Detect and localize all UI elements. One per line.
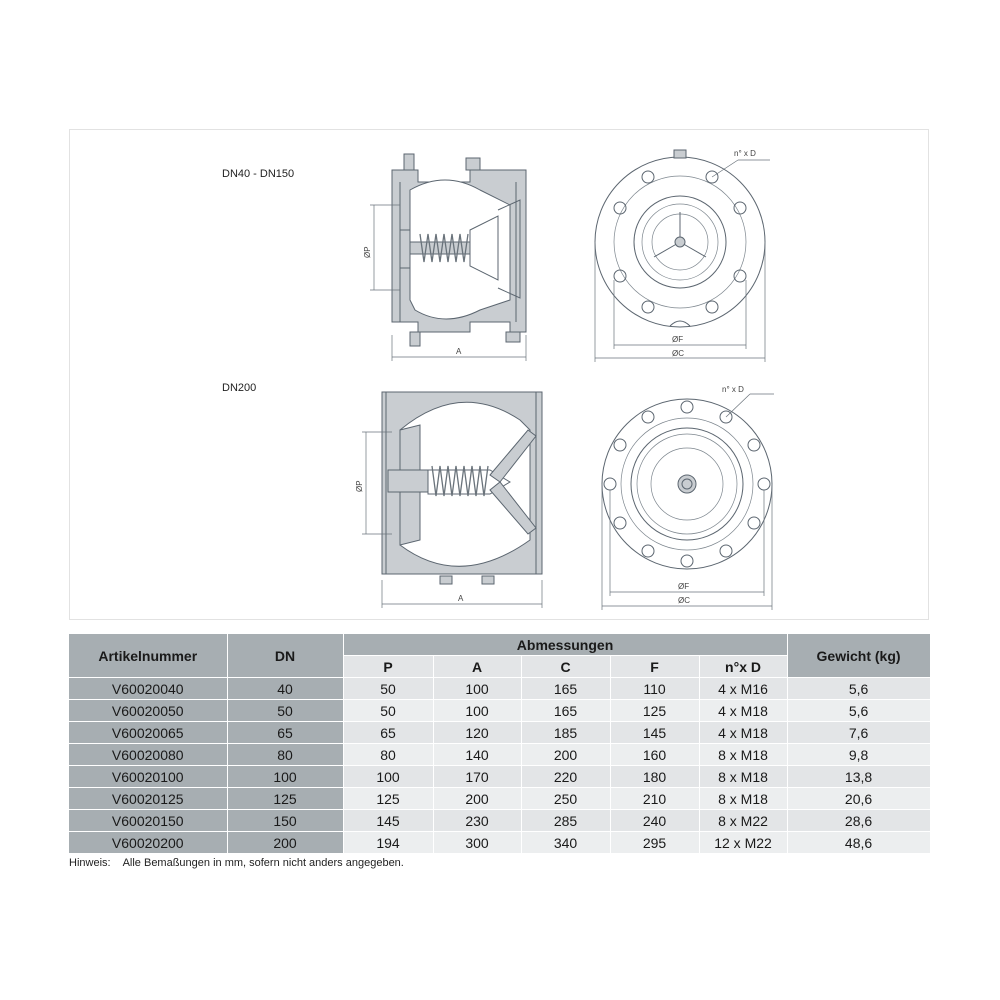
drawing-label-dn40-dn150: DN40 - DN150	[222, 168, 295, 180]
valve-drawings-svg	[70, 130, 930, 621]
cell-dn: 200	[227, 832, 343, 854]
cell-weight: 5,6	[787, 678, 930, 700]
cell-article: V60020050	[69, 700, 227, 722]
cell-c: 250	[521, 788, 610, 810]
cell-f: 110	[610, 678, 699, 700]
cell-p: 50	[343, 678, 433, 700]
cell-dn: 100	[227, 766, 343, 788]
cell-f: 240	[610, 810, 699, 832]
cell-p: 65	[343, 722, 433, 744]
cell-a: 230	[433, 810, 521, 832]
subheader-f: F	[610, 656, 699, 678]
dim-label-nd-small: n° x D	[734, 149, 756, 158]
cell-a: 140	[433, 744, 521, 766]
cell-dn: 80	[227, 744, 343, 766]
cell-nd: 8 x M18	[699, 766, 787, 788]
dim-label-c-large: ØC	[678, 596, 690, 605]
table-row	[69, 766, 930, 788]
cell-p: 145	[343, 810, 433, 832]
section-view-large	[355, 392, 542, 608]
table-row	[69, 744, 930, 766]
cell-c: 340	[521, 832, 610, 854]
cell-p: 50	[343, 700, 433, 722]
front-view-large	[602, 385, 774, 610]
cell-nd: 4 x M16	[699, 678, 787, 700]
cell-dn: 65	[227, 722, 343, 744]
cell-p: 100	[343, 766, 433, 788]
cell-c: 185	[521, 722, 610, 744]
section-view-small	[363, 154, 526, 361]
header-article: Artikelnummer	[69, 634, 227, 678]
cell-a: 100	[433, 700, 521, 722]
dim-label-c-small: ØC	[672, 349, 684, 358]
cell-dn: 50	[227, 700, 343, 722]
cell-c: 200	[521, 744, 610, 766]
cell-weight: 28,6	[787, 810, 930, 832]
cell-article: V60020200	[69, 832, 227, 854]
cell-p: 80	[343, 744, 433, 766]
cell-article: V60020080	[69, 744, 227, 766]
dim-label-a-small: A	[456, 347, 462, 356]
cell-c: 220	[521, 766, 610, 788]
cell-a: 100	[433, 678, 521, 700]
cell-nd: 8 x M22	[699, 810, 787, 832]
cell-a: 120	[433, 722, 521, 744]
dim-label-a-large: A	[458, 594, 464, 603]
front-view-small	[595, 149, 770, 362]
table-row	[69, 832, 930, 854]
dim-label-f-large: ØF	[678, 582, 690, 591]
dim-label-f-small: ØF	[672, 335, 684, 344]
subheader-p: P	[343, 656, 433, 678]
cell-nd: 12 x M22	[699, 832, 787, 854]
dimension-table	[69, 634, 931, 854]
cell-f: 125	[610, 700, 699, 722]
table-row	[69, 722, 930, 744]
table-row	[69, 700, 930, 722]
cell-f: 210	[610, 788, 699, 810]
header-dn: DN	[227, 634, 343, 678]
cell-article: V60020040	[69, 678, 227, 700]
dim-label-p-small: ØP	[363, 246, 372, 258]
cell-f: 160	[610, 744, 699, 766]
cell-article: V60020125	[69, 788, 227, 810]
cell-a: 170	[433, 766, 521, 788]
cell-weight: 48,6	[787, 832, 930, 854]
cell-p: 194	[343, 832, 433, 854]
cell-f: 295	[610, 832, 699, 854]
table-row	[69, 810, 930, 832]
note-text: Alle Bemaßungen in mm, sofern nicht anders angegeben.	[122, 857, 404, 869]
cell-a: 200	[433, 788, 521, 810]
header-dimensions: Abmessungen	[343, 634, 787, 656]
cell-article: V60020100	[69, 766, 227, 788]
cell-c: 285	[521, 810, 610, 832]
table-row	[69, 678, 930, 700]
drawing-label-dn200: DN200	[222, 382, 257, 394]
cell-dn: 40	[227, 678, 343, 700]
cell-weight: 13,8	[787, 766, 930, 788]
cell-c: 165	[521, 678, 610, 700]
note-label: Hinweis:	[69, 857, 111, 869]
technical-drawing	[69, 129, 929, 620]
cell-weight: 9,8	[787, 744, 930, 766]
dim-label-p-large: ØP	[355, 480, 364, 492]
subheader-a: A	[433, 656, 521, 678]
cell-nd: 4 x M18	[699, 700, 787, 722]
subheader-c: C	[521, 656, 610, 678]
cell-weight: 7,6	[787, 722, 930, 744]
cell-article: V60020065	[69, 722, 227, 744]
note	[69, 857, 404, 869]
table-row	[69, 788, 930, 810]
cell-nd: 4 x M18	[699, 722, 787, 744]
subheader-nd: n°x D	[699, 656, 787, 678]
cell-f: 180	[610, 766, 699, 788]
cell-nd: 8 x M18	[699, 788, 787, 810]
cell-weight: 5,6	[787, 700, 930, 722]
cell-f: 145	[610, 722, 699, 744]
cell-a: 300	[433, 832, 521, 854]
cell-dn: 150	[227, 810, 343, 832]
cell-article: V60020150	[69, 810, 227, 832]
cell-nd: 8 x M18	[699, 744, 787, 766]
dim-label-nd-large: n° x D	[722, 385, 744, 394]
table-body	[69, 678, 930, 854]
cell-c: 165	[521, 700, 610, 722]
cell-dn: 125	[227, 788, 343, 810]
cell-p: 125	[343, 788, 433, 810]
header-weight: Gewicht (kg)	[787, 634, 930, 678]
cell-weight: 20,6	[787, 788, 930, 810]
